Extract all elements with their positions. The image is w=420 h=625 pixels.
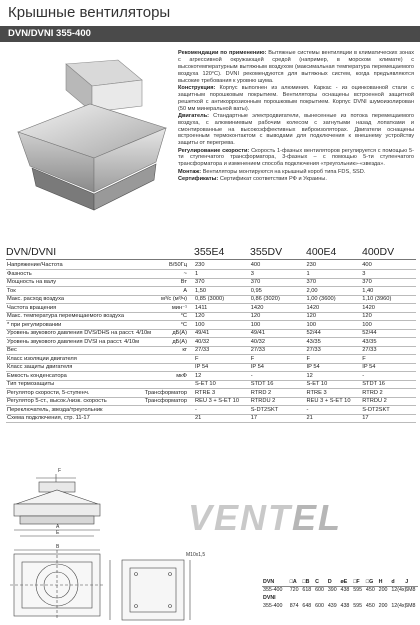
spec-param: Напряжение/Частота [6, 261, 143, 270]
dimensions-header-row [262, 578, 418, 586]
spec-value: RTRE 3 [193, 389, 249, 398]
spec-model-355dv: 355DV [250, 246, 283, 258]
spec-param: Уровень звукового давления DVSI на расст. 4/10м [6, 338, 143, 347]
dimensions-header: □F [352, 578, 365, 586]
dimensions-cell: 874 [289, 603, 299, 609]
page-title: Крышные вентиляторы [8, 4, 171, 21]
spec-value: RTRE 3 [305, 389, 361, 398]
dimensions-cell: DVNI [263, 595, 276, 601]
spec-value: 230 [305, 261, 361, 270]
spec-unit [143, 355, 193, 364]
spec-param: Вес [6, 346, 143, 355]
dimensions-cell [289, 594, 302, 602]
spec-value: 120 [193, 312, 249, 321]
dimensions-header: □B [301, 578, 314, 586]
spec-unit: мкФ [143, 372, 193, 381]
spec-row [6, 380, 416, 389]
spec-value: 230 [193, 261, 249, 270]
dim-label-e: E [56, 530, 60, 536]
spec-row [6, 261, 416, 270]
dimensions-row [262, 602, 418, 610]
spec-row [6, 321, 416, 330]
spec-value: S-DT2SKT [360, 406, 416, 415]
spec-value: 27/33 [193, 346, 249, 355]
dim-label-f: F [58, 468, 62, 474]
dimensions-cell: 600 [315, 603, 324, 609]
dimensions-header: C [314, 578, 327, 586]
dimensions-cell [301, 594, 314, 602]
spec-value: 1 [305, 270, 361, 279]
spec-value: 0,86 (3020) [249, 295, 305, 304]
spec-value: 43/35 [305, 338, 361, 347]
spec-value: 1,10 (3960) [360, 295, 416, 304]
spec-model-400e4: 400E4 [306, 246, 337, 258]
spec-value: 1420 [249, 304, 305, 313]
spec-row [6, 355, 416, 364]
spec-row [6, 312, 416, 321]
dimensions-cell: 618 [302, 587, 312, 594]
spec-param: Регулятор 5-ст., высок./низк. скорость [6, 397, 143, 406]
spec-row [6, 389, 416, 398]
dimensions-header: H [378, 578, 391, 586]
spec-value: 0,95 [249, 287, 305, 296]
spec-value: RTRD 2 [360, 389, 416, 398]
spec-value: F [193, 355, 249, 364]
spec-unit: Трансформатор [143, 389, 193, 398]
spec-row [6, 270, 416, 279]
spec-value: 1420 [360, 304, 416, 313]
spec-value: STDT 16 [360, 380, 416, 389]
dimensions-header: øE [340, 578, 353, 586]
dimensions-cell [365, 594, 378, 602]
spec-value: F [305, 355, 361, 364]
spec-unit: м³/с (м³/ч) [143, 295, 193, 304]
dimensions-header: D [327, 578, 340, 586]
spec-param: Регулятор скорости, 5-ступенч. [6, 389, 143, 398]
spec-row [6, 295, 416, 304]
dimensions-cell: 355-400 [263, 603, 283, 609]
spec-row [6, 346, 416, 355]
spec-value: 400 [249, 261, 305, 270]
dimensions-header: J [404, 578, 418, 586]
spec-value: 52/44 [305, 329, 361, 338]
dimensions-cell: 439 [327, 603, 337, 609]
spec-param: Класс изоляции двигателя [6, 355, 143, 364]
spec-param: Уровень звукового давления DVS/DHS на расст. 4/10м [7, 330, 152, 337]
spec-unit: В/50Гц [143, 261, 193, 270]
dimensions-cell: 6M8 [405, 603, 416, 609]
dimensions-row [262, 594, 418, 602]
dimensions-cell: 450 [365, 603, 375, 609]
dimensions-cell: 720 [289, 587, 299, 594]
spec-unit: °С [143, 312, 193, 321]
dimensions-header: DVN [262, 578, 289, 586]
spec-value: 1,40 [360, 287, 416, 296]
dimensions-cell: 450 [365, 587, 375, 594]
spec-unit [143, 363, 193, 372]
spec-model-400dv: 400DV [362, 246, 395, 258]
spec-value: 100 [360, 321, 416, 330]
spec-param: Частота вращения [6, 304, 143, 313]
spec-param: * при регулировании [6, 321, 143, 330]
spec-param: Макс. температура перемещаемого воздуха [6, 312, 143, 321]
spec-row [6, 287, 416, 296]
dimensions-cell [340, 594, 353, 602]
spec-param: Мощность на валу [6, 278, 143, 287]
dimensions-cell: 12(4x) [391, 603, 407, 609]
spec-unit: дБ(А) [143, 338, 193, 347]
description-paragraph: Регулирование скорости: Скорость 1-фазных вентиляторов регулируется с помощью 5-ти ступенчатого трансформатора, 3-фазных – с помощью 5-ти ступенчатого трансформатора и изменением способа подключения «треугольник»-«звезда». [178, 147, 414, 168]
spec-value: 27/33 [360, 346, 416, 355]
dimensions-cell [327, 594, 340, 602]
spec-param: Схема подключения, стр. 11-17 [6, 414, 143, 423]
spec-value: 52/44 [360, 329, 416, 338]
spec-param: Фазность [6, 270, 143, 279]
dimensions-cell [404, 594, 418, 602]
spec-row [6, 338, 416, 347]
spec-value: 120 [360, 312, 416, 321]
spec-unit [143, 414, 193, 423]
spec-value: 120 [249, 312, 305, 321]
spec-value: IP 54 [360, 363, 416, 372]
dimensions-cell: 390 [327, 587, 337, 594]
spec-value: 2,00 [305, 287, 361, 296]
dimensions-cell: 12(4x) [391, 587, 407, 594]
description-paragraph: Рекомендации по применению: Вытяжные системы вентиляции в климатических зонах с агрессивной окружающей средой (например, в морском климате) с высокотемпературным вытяжным воздухом (максимальная температура перемещаемого воздуха 120°C). DVNI рекомендуются для вытяжных систем, когда предъявляются высокие требования к уровню шума. [178, 50, 414, 84]
spec-value: - [305, 406, 361, 415]
spec-value: RTRDU 2 [249, 397, 305, 406]
spec-param: Переключатель, звезда/треугольник [6, 406, 143, 415]
spec-value: 49/41 [249, 329, 305, 338]
spec-value: 21 [193, 414, 249, 423]
dimensions-header: □A [289, 578, 302, 586]
spec-value: 27/33 [305, 346, 361, 355]
dimensions-cell: 200 [378, 603, 388, 609]
spec-row [6, 372, 416, 381]
dimensions-header: d [390, 578, 404, 586]
spec-value: 27/33 [249, 346, 305, 355]
spec-value: F [249, 355, 305, 364]
dimensions-cell: 438 [340, 587, 350, 594]
spec-value: 120 [305, 312, 361, 321]
spec-value: 370 [193, 278, 249, 287]
description-paragraph: Двигатель: Стандартные электродвигатели, вынесенные из потока перемещаемого воздуха, с алюминиевым рабочим колесом с загнутыми назад лопатками и смонтированные на высокоэффективных виброизоляторах. Двигатели оснащены встроенным термоконтактом с выводами для подключения к внешнему устройству защиты от перегрева. [178, 112, 414, 147]
dimensions-row [262, 586, 418, 594]
spec-param: Емкость конденсатора [6, 372, 143, 381]
bolt-label: M10x1,5 [186, 552, 206, 558]
spec-value: 3 [249, 270, 305, 279]
spec-value: 49/41 [193, 329, 249, 338]
spec-value: 21 [305, 414, 361, 423]
dimensions-cell: 600 [315, 587, 324, 594]
spec-value: IP 54 [305, 363, 361, 372]
product-description [178, 50, 414, 183]
spec-param: Ток [6, 287, 143, 296]
spec-row [6, 406, 416, 415]
spec-table-header [6, 246, 416, 260]
spec-value: REU 3 + S-ET 10 [193, 397, 249, 406]
spec-value: 1 [193, 270, 249, 279]
spec-table [6, 261, 416, 423]
spec-value: 400 [360, 261, 416, 270]
spec-value: 40/32 [193, 338, 249, 347]
dimensions-cell: 595 [353, 603, 363, 609]
spec-value: F [360, 355, 416, 364]
spec-value: REU 3 + S-ET 10 [305, 397, 361, 406]
spec-model-355e4: 355E4 [194, 246, 225, 258]
spec-value: 370 [360, 278, 416, 287]
spec-unit: дБ(А) [143, 329, 193, 338]
dimensions-cell [352, 594, 365, 602]
spec-unit: мин⁻¹ [143, 304, 193, 313]
spec-value: 370 [249, 278, 305, 287]
spec-value: S-ET 10 [193, 380, 249, 389]
dimensions-cell: 200 [378, 587, 388, 594]
spec-row [6, 363, 416, 372]
dimensions-table [262, 578, 418, 610]
dimensions-header: □G [365, 578, 378, 586]
spec-value: 0,85 (3000) [193, 295, 249, 304]
spec-value: RTRDU 2 [360, 397, 416, 406]
dimensions-cell [378, 594, 391, 602]
spec-value: 1,50 [193, 287, 249, 296]
description-paragraph: Монтаж: Вентиляторы монтируются на крышный короб типа FDS, SSD. [178, 168, 366, 175]
spec-value: - [193, 406, 249, 415]
roof-fan-illustration [6, 50, 176, 220]
spec-unit [143, 406, 193, 415]
spec-value: - [249, 372, 305, 381]
spec-value: - [360, 372, 416, 381]
spec-row [6, 397, 416, 406]
spec-value: RTRD 2 [249, 389, 305, 398]
description-paragraph: Конструкция: Корпус выполнен из алюминия. Каркас - из оцинкованной стали с защитным порошковым покрытием. Вентиляторы оснащены встроенной защитной решеткой с антикоррозионным порошковым покрытием. Корпус DVNI шумоизолирован (50 мм минеральной ваты). [178, 84, 414, 112]
dimensions-cell: 355-400 [263, 587, 283, 594]
spec-unit: Вт [143, 278, 193, 287]
spec-value: S-DT2SKT [249, 406, 305, 415]
spec-row [6, 278, 416, 287]
spec-value: IP 54 [193, 363, 249, 372]
spec-value: 370 [305, 278, 361, 287]
spec-model-label: DVN/DVNI [6, 246, 57, 258]
spec-value: 1411 [193, 304, 249, 313]
spec-value: 100 [193, 321, 249, 330]
spec-unit: кг [143, 346, 193, 355]
spec-param: Класс защиты двигателя [6, 363, 143, 372]
product-banner: DVN/DVNI 355-400 [0, 26, 420, 42]
spec-unit: Трансформатор [143, 397, 193, 406]
spec-value: 12 [193, 372, 249, 381]
dim-label-a: A [56, 524, 60, 530]
dim-label-b: B [56, 544, 60, 550]
spec-value: S-ET 10 [305, 380, 361, 389]
spec-param: Макс. расход воздуха [6, 295, 143, 304]
spec-value: STDT 16 [249, 380, 305, 389]
dimensions-cell: 438 [340, 603, 350, 609]
spec-value: 100 [249, 321, 305, 330]
spec-unit: ~ [143, 270, 193, 279]
spec-row [6, 329, 416, 338]
dimensions-cell: 595 [353, 587, 363, 594]
spec-unit: °С [143, 321, 193, 330]
spec-row [6, 414, 416, 423]
spec-value: 17 [360, 414, 416, 423]
brand-watermark: VENTEL [188, 497, 343, 538]
spec-unit: А [143, 287, 193, 296]
description-paragraph: Сертификаты: Сертификат соответствия РФ и Украины. [178, 175, 327, 182]
spec-value: 40/32 [249, 338, 305, 347]
dimensions-cell: 6M8 [405, 587, 416, 594]
dimensions-cell [314, 594, 327, 602]
spec-value: 3 [360, 270, 416, 279]
spec-row [6, 304, 416, 313]
spec-param: Тип термозащиты [6, 380, 143, 389]
dimensions-cell [390, 594, 404, 602]
spec-value: 17 [249, 414, 305, 423]
dimensions-cell: 648 [302, 603, 312, 609]
spec-value: 43/35 [360, 338, 416, 347]
spec-value: 1420 [305, 304, 361, 313]
spec-value: 1,00 (3600) [305, 295, 361, 304]
spec-unit [143, 380, 193, 389]
spec-value: 100 [305, 321, 361, 330]
spec-value: IP 54 [249, 363, 305, 372]
spec-value: 12 [305, 372, 361, 381]
